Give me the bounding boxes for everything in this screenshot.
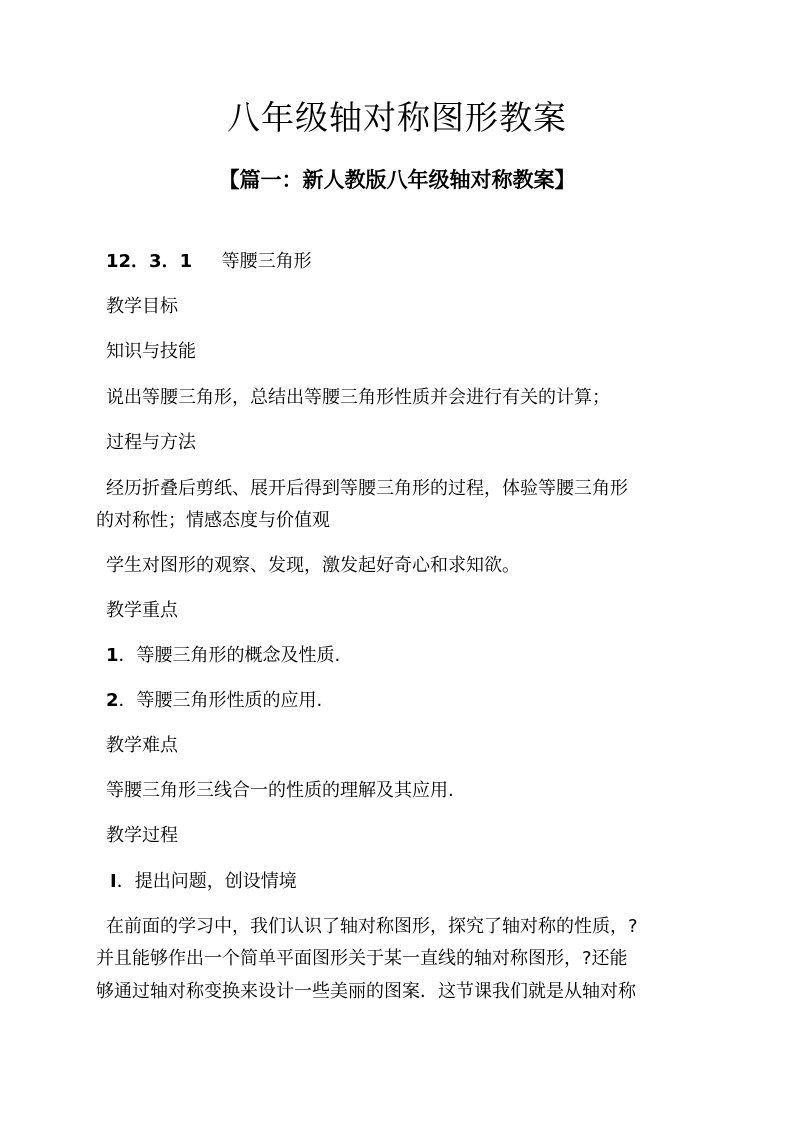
process-text-line-2: 的对称性；情感态度与价值观 <box>96 510 330 531</box>
knowledge-text: 说出等腰三角形，总结出等腰三角形性质并会进行有关的计算； <box>106 387 610 408</box>
paragraph-line-1: 在前面的学习中，我们认识了轴对称图形，探究了轴对称的性质，? <box>106 916 638 937</box>
key-point-2-text: ．等腰三角形性质的应用. <box>118 690 323 711</box>
teaching-goals-heading: 教学目标 <box>106 296 178 317</box>
process-heading: 过程与方法 <box>106 432 196 453</box>
key-points-heading: 教学重点 <box>106 600 178 621</box>
step-1-number: Ⅰ <box>110 871 117 892</box>
process-text-line-1: 经历折叠后剪纸、展开后得到等腰三角形的过程，体验等腰三角形 <box>106 478 628 499</box>
difficulty-heading: 教学难点 <box>106 735 178 756</box>
section-title: 等腰三角形 <box>221 251 312 272</box>
key-point-1-text: ．等腰三角形的概念及性质. <box>118 645 341 666</box>
step-1 <box>110 868 297 896</box>
paragraph-line-3: 够通过轴对称变换来设计一些美丽的图案．这节课我们就是从轴对称 <box>96 981 636 1002</box>
difficulty-text: 等腰三角形三线合一的性质的理解及其应用. <box>106 780 454 801</box>
section-heading <box>106 248 312 276</box>
key-point-1-number: 1 <box>106 645 119 666</box>
key-point-2 <box>106 687 322 715</box>
procedure-heading: 教学过程 <box>106 825 178 846</box>
step-1-text: ．提出问题，创设情境 <box>116 871 297 892</box>
key-point-1 <box>106 642 340 670</box>
document-title: 八年级轴对称图形教案 <box>227 98 567 137</box>
key-point-2-number: 2 <box>106 690 119 711</box>
section-number: 12．3．1 <box>106 251 193 272</box>
paragraph-line-2: 并且能够作出一个简单平面图形关于某一直线的轴对称图形，?还能 <box>96 948 628 969</box>
document-subtitle: 【篇一：新人教版八年级轴对称教案】 <box>218 168 576 192</box>
knowledge-heading: 知识与技能 <box>106 341 196 362</box>
attitude-text: 学生对图形的观察、发现，激发起好奇心和求知欲。 <box>106 555 520 576</box>
